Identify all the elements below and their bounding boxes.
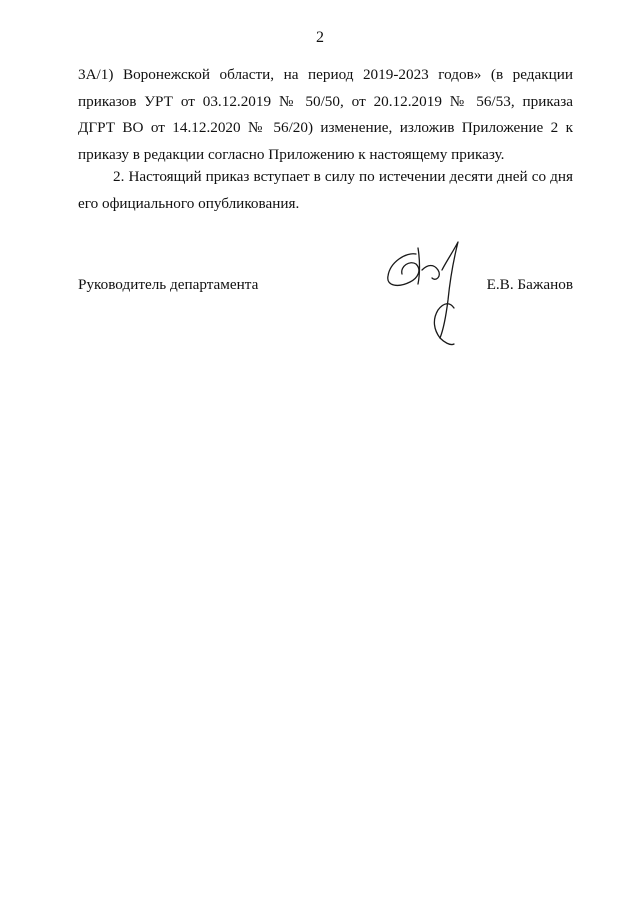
paragraph-1-line-2: приказов УРТ от 03.12.2019 № 50/50, от 20.12.2019 № 56/53, приказа — [78, 92, 573, 110]
handwritten-signature — [382, 240, 482, 348]
signer-position: Руководитель департамента — [78, 276, 259, 293]
paragraph-1-line-4: приказу в редакции согласно Приложению к настоящему приказу. — [78, 145, 505, 163]
paragraph-1 — [78, 62, 573, 168]
paragraph-2-line-1: 2. Настоящий приказ вступает в силу по истечении десяти дней со дня — [113, 168, 573, 185]
paragraph-2 — [78, 164, 573, 217]
paragraph-1-line-1: 3А/1) Воронежской области, на период 2019-2023 годов» (в редакции — [78, 66, 573, 83]
paragraph-2-line-2: его официального опубликования. — [78, 194, 300, 212]
signer-name: Е.В. Бажанов — [486, 276, 573, 293]
signature-block — [78, 274, 573, 354]
page-number: 2 — [316, 29, 324, 46]
paragraph-1-line-3: ДГРТ ВО от 14.12.2020 № 56/20) изменение, изложив Приложение 2 к — [78, 119, 573, 136]
